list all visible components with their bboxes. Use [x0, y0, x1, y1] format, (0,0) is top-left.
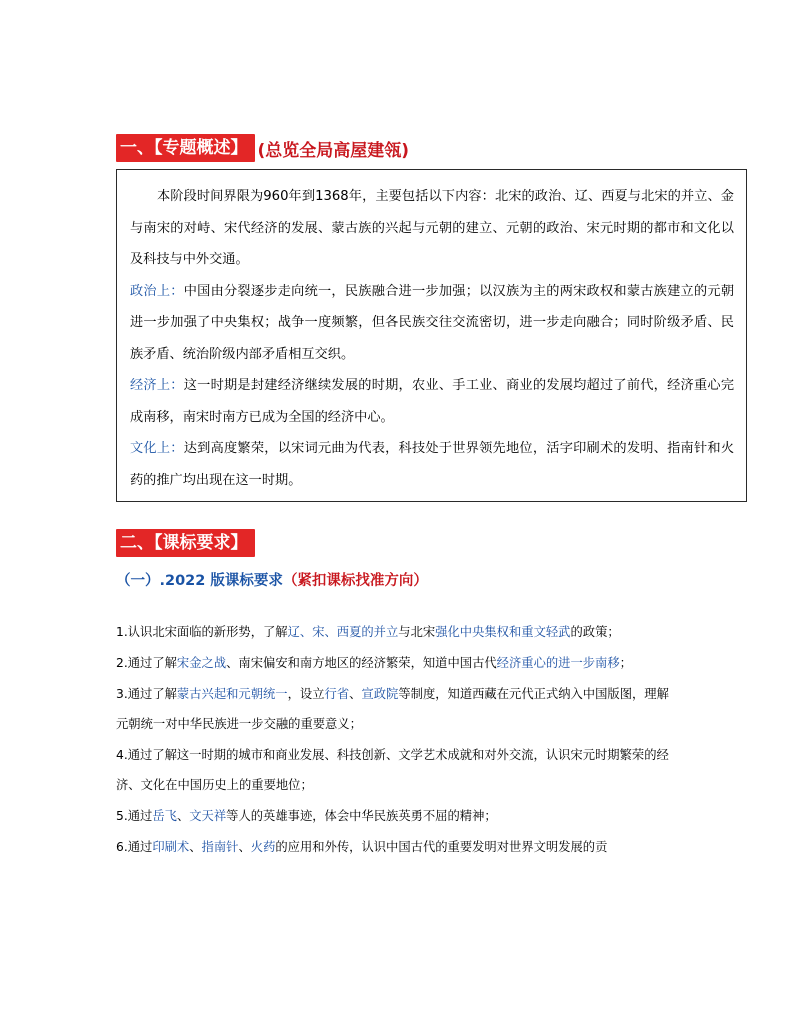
requirements-list	[116, 617, 672, 863]
requirement-item-5	[116, 801, 672, 831]
req3-keyword-3: 宣政院	[361, 687, 399, 701]
requirements-heading	[116, 529, 255, 557]
req5-b: 、	[176, 809, 190, 823]
overview-heading-tag: 一、【专题概述】	[116, 134, 255, 162]
req2-c: ；	[619, 656, 632, 670]
political-paragraph	[130, 276, 734, 371]
subheading-number: （一）.2022	[116, 573, 206, 589]
req6-keyword-1: 印刷术	[152, 840, 190, 854]
economic-text: 这一时期是封建经济继续发展的时期，农业、手工业、商业的发展均超过了前代，经济重心完成南移，南宋时南方已成为全国的经济中心。	[130, 378, 735, 425]
standard-subheading	[116, 569, 428, 590]
overview-heading-note: (总览全局高屋建瓴)	[257, 140, 410, 161]
req6-keyword-3: 火药	[250, 840, 276, 854]
requirement-item-1	[116, 617, 672, 647]
req3-keyword-1: 蒙古兴起和元朝统一	[176, 687, 288, 701]
req2-keyword-2: 经济重心的进一步南移	[496, 656, 620, 670]
req1-a: 1.认识北宋面临的新形势，了解	[116, 625, 288, 639]
req5-keyword-1: 岳飞	[152, 809, 177, 823]
req1-c: 的政策；	[570, 625, 620, 639]
requirement-item-2	[116, 648, 672, 678]
political-prefix: 政治上：	[130, 283, 184, 299]
req6-keyword-2: 指南针	[201, 840, 239, 854]
overview-intro: 本阶段时间界限为960年到1368年，主要包括以下内容：北宋的政治、辽、西夏与北宋的并立、金与南宋的对峙、宋代经济的发展、蒙古族的兴起与元朝的建立、元朝的政治、宋元时期的都市和文化以及科技与中外交通。	[130, 189, 734, 267]
economic-prefix: 经济上：	[130, 378, 184, 393]
req6-d: 的应用和外传，认识中国古代的重要发明对世界文明发展的贡	[275, 840, 608, 854]
req5-c: 等人的英雄事迹，体会中华民族英勇不屈的精神；	[226, 809, 497, 823]
overview-box	[116, 169, 747, 502]
economic-paragraph	[130, 370, 734, 433]
req6-a: 6.通过	[116, 840, 153, 854]
req3-a: 3.通过了解	[116, 687, 177, 701]
cultural-paragraph	[130, 433, 734, 496]
req3-b: ，设立	[287, 687, 325, 701]
subheading-text: 版课标要求	[205, 573, 283, 589]
overview-heading	[116, 134, 409, 162]
requirements-heading-tag: 二、【课标要求】	[116, 529, 255, 557]
req4-a: 4.通过了解这一时期的城市和商业发展、科技创新、文学艺术成就和对外交流，认识宋元时期繁荣的经济、文化在中国历史上的重要地位；	[116, 748, 669, 792]
req1-b: 与北宋	[398, 625, 436, 639]
req5-keyword-2: 文天祥	[189, 809, 227, 823]
political-text: 中国由分裂逐步走向统一，民族融合进一步加强；以汉族为主的两宋政权和蒙古族建立的元朝进一步加强了中央集权；战争一度频繁，但各民族交往交流密切，进一步走向融合；同时阶级矛盾、民族矛盾、统治阶级内部矛盾相互交织。	[130, 283, 735, 362]
req1-keyword-2: 强化中央集权和重文轻武	[435, 625, 571, 639]
req6-c: 、	[238, 840, 251, 854]
requirement-item-3	[116, 679, 672, 739]
req2-a: 2.通过了解	[116, 656, 177, 670]
req3-keyword-2: 行省	[324, 687, 350, 701]
requirement-item-4	[116, 740, 672, 800]
requirement-item-6	[116, 832, 672, 862]
req3-d: 等制度，知道西藏在元代正式纳入中国版图，理解元朝统一对中华民族进一步交融的重要意义；	[116, 687, 669, 731]
req3-c: 、	[349, 687, 362, 701]
req2-keyword-1: 宋金之战	[176, 656, 227, 670]
req1-keyword-1: 辽、宋、西夏的并立	[287, 625, 399, 639]
cultural-text: 达到高度繁荣，以宋词元曲为代表，科技处于世界领先地位，活字印刷术的发明、指南针和火药的推广均出现在这一时期。	[130, 441, 735, 488]
req5-a: 5.通过	[116, 809, 153, 823]
subheading-hint: （紧扣课标找准方向）	[282, 573, 428, 589]
req6-b: 、	[189, 840, 202, 854]
cultural-prefix: 文化上：	[130, 441, 184, 456]
req2-b: 、南宋偏安和南方地区的经济繁荣，知道中国古代	[226, 656, 497, 670]
